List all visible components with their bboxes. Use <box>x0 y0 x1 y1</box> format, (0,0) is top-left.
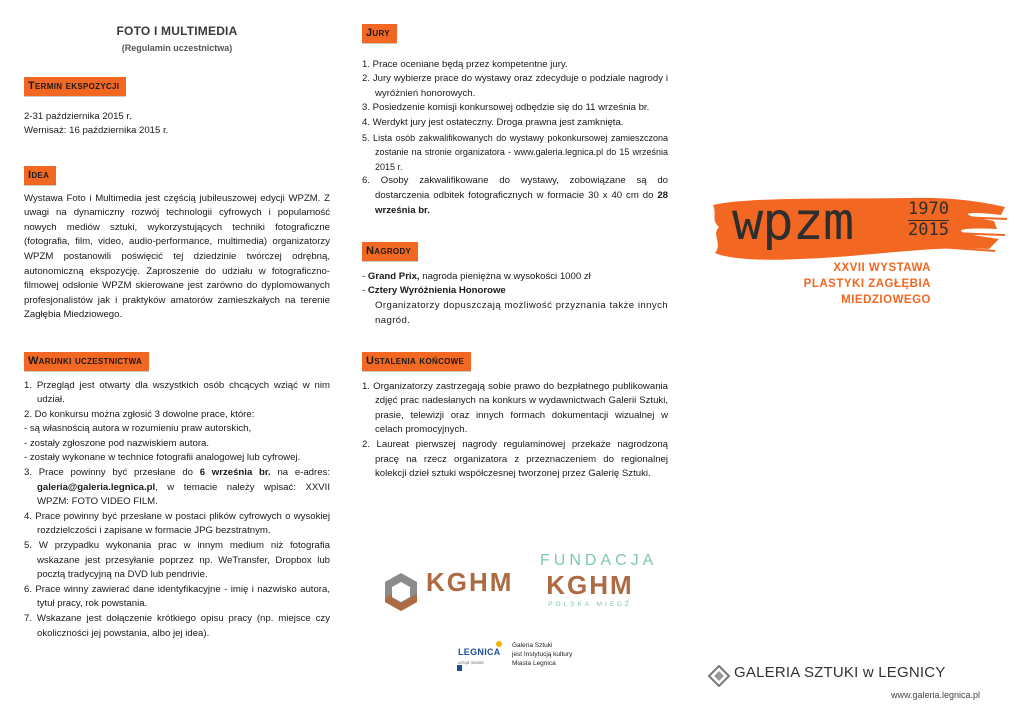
prize-honors: - Cztery Wyróżnienia Honorowe <box>362 285 506 297</box>
list-item: 1. Przegląd jest otwarty dla wszystkich osób chcących wziąć w nim udział. <box>24 379 330 406</box>
exhibition-title: XXVII WYSTAWA PLASTYKI ZAGŁĘBIA MIEDZIOWEGO <box>803 262 931 306</box>
wpzm-logo-text: wpzm <box>732 192 854 252</box>
section-heading-warunki: Warunki uczestnictwa <box>24 352 149 372</box>
list-item: 4. Prace powinny być przesłane w postaci plików cyfrowych o wysokiej rozdzielczości i zapisane w formacie JPG bezstratnym. <box>24 510 330 537</box>
list-item: 1. Organizatorzy zastrzegają sobie prawo do bezpłatnego publikowania zdjęć prac nadesłanych na konkurs w wydawnictwach Galerii Sztuki, prasie, telewizji oraz innych formach dokumentacji wizualnej w celach promocyjnych. <box>362 380 668 436</box>
list-item: - są własnością autora w rozumieniu praw autorskich, <box>24 423 252 435</box>
list-item: - zostały zgłoszone pod nazwiskiem autora. <box>24 437 210 449</box>
wpzm-years <box>908 200 949 240</box>
section-heading-termin: Termin ekspozycji <box>24 77 126 97</box>
list-item: 2. Laureat pierwszej nagrody regulaminowej przekaże nagrodzoną pracę na rzecz organizatora z przeznaczeniem do regionalnej kolekcji dzieł sztuki współczesnej tworzonej przez Galerię Sztuki. <box>362 439 668 480</box>
column-middle <box>362 24 668 667</box>
section-idea <box>24 166 330 323</box>
legnica-mark-icon <box>457 665 462 671</box>
galeria-diamond-icon <box>708 665 730 687</box>
list-item: 3. Posiedzenie komisji konkursowej odbędzie się do 11 września br. <box>362 102 650 114</box>
list-item: 6. Prace winny zawierać dane identyfikacyjne - imię i nazwisko autora, tytuł pracy, rok powstania. <box>24 583 330 610</box>
section-heading-ustalenia: Ustalenia końcowe <box>362 352 471 372</box>
list-item: 7. Wskazane jest dołączenie krótkiego opisu pracy (np. miejsce czy okoliczności jej powstania, albo jej idea). <box>24 613 330 639</box>
year-start: 1970 <box>908 199 949 219</box>
deadline-date: 6 września br. <box>199 467 271 479</box>
prize-grand-prix: - Grand Prix, nagroda pieniężna w wysokości 1000 zł <box>362 270 591 282</box>
kghm-wordmark: KGHM <box>426 567 514 597</box>
kghm-hexagon-icon <box>384 572 418 612</box>
jury-list <box>362 58 668 219</box>
column-left <box>24 24 330 641</box>
warunki-list <box>24 379 330 642</box>
section-nagrody <box>362 242 668 328</box>
ustalenia-list <box>362 380 668 482</box>
fundacja-kghm-wordmark: KGHM <box>546 570 634 600</box>
section-warunki <box>24 352 330 641</box>
legnica-wordmark: LEGNICA <box>458 647 501 657</box>
termin-dates: 2-31 października 2015 r. <box>24 110 132 122</box>
page-subtitle: (Regulamin uczestnictwa) <box>121 42 233 53</box>
leaflet-header <box>24 24 330 55</box>
list-item: 2. Do konkursu można zgłosić 3 dowolne prace, które: <box>24 408 255 420</box>
list-item: - zostały wykonane w technice fotografii analogowej lub cyfrowej. <box>24 452 301 464</box>
website-link[interactable]: www.galeria.legnica.pl <box>890 690 980 700</box>
legnica-logo <box>458 638 608 690</box>
polska-miedz-text: POLSKA MIEDŹ <box>548 601 632 608</box>
galeria-wordmark: GALERIA SZTUKI w LEGNICY <box>734 664 946 681</box>
section-ustalenia <box>362 352 668 482</box>
page-title: FOTO I MULTIMEDIA <box>116 24 238 38</box>
termin-wernisaz: Wernisaż: 16 października 2015 r. <box>24 125 169 137</box>
list-item: 5. Lista osób zakwalifikowanych do wystawy pokonkursowej zamieszczona zostanie na stronie organizatora - www.galeria.legnica.pl do 15 września 2015 r. <box>362 132 668 172</box>
list-item: 3. Prace powinny być przesłane do 6 września br. na e-adres: galeria@galeria.legnica.pl, w temacie należy wpisać: XXVII WPZM: FOTO VIDEO FILM. <box>24 467 331 508</box>
delivery-date: 28 września br. <box>375 189 668 216</box>
list-item: 5. W przypadku wykonania prac w innym medium niż fotografia wskazane jest przesyłanie poprzez np. WeTransfer, Dropbox lub pocztą tradycyjną na DVD lub pendrivie. <box>24 540 330 581</box>
list-item: 4. Werdykt jury jest ostateczny. Droga prawna jest zamknięta. <box>362 116 624 128</box>
email-link[interactable]: galeria@galeria.legnica.pl <box>37 481 156 493</box>
prize-note: Organizatorzy dopuszczają możliwość przyznania także innych nagród. <box>375 299 668 326</box>
fundacja-text: FUNDACJA <box>540 552 658 569</box>
list-item: 6. Osoby zakwalifikowane do wystawy, zobowiązane są do dostarczenia odbitek fotograficznych w formacie 30 x 40 cm do 28 września br. <box>362 175 668 216</box>
galeria-sztuki-logo <box>708 663 988 689</box>
kghm-logo <box>384 569 524 617</box>
legnica-dot-icon <box>496 641 502 647</box>
fundacja-kghm-logo <box>540 552 658 620</box>
year-end: 2015 <box>908 220 949 240</box>
column-right <box>700 0 1024 725</box>
list-item: 2. Jury wybierze prace do wystawy oraz zdecyduje o podziale nagrody i wyróżnień honorowych. <box>362 73 668 99</box>
legnica-emblem <box>458 645 500 673</box>
list-item: 1. Prace oceniane będą przez kompetentne jury. <box>362 58 568 70</box>
idea-text: Wystawa Foto i Multimedia jest częścią jubileuszowej edycji WPZM. Z uwagi na dynamiczny rozwój technologii cyfrowych i popularność nowych mediów sztuki, wykorzystujących techniki fotograficzne (fotografia, film, video, audio-performance, multimedia) organizatorzy WPZM postanowili poświęcić tej dziedzinie twórczej odrębną, autonomiczną ekspozycję. Zaproszenie do udziału w fotograficzno-filmowej odsłonie WPZM skierowane jest zarówno do dyplomowanych profesjonalistów jak i praktyków amatorów zamieszkałych na terenie Zagłębia Miedziowego. <box>24 192 330 321</box>
section-heading-idea: Idea <box>24 166 56 186</box>
galeria-institution-note: Galeria Sztuki jest Instytucją kultury Miasta Legnica <box>512 642 573 667</box>
section-jury <box>362 24 668 218</box>
legnica-small-text: urząd miasta <box>458 659 484 665</box>
section-heading-nagrody: Nagrody <box>362 242 418 262</box>
section-heading-jury: Jury <box>362 24 397 44</box>
section-termin <box>24 77 330 139</box>
